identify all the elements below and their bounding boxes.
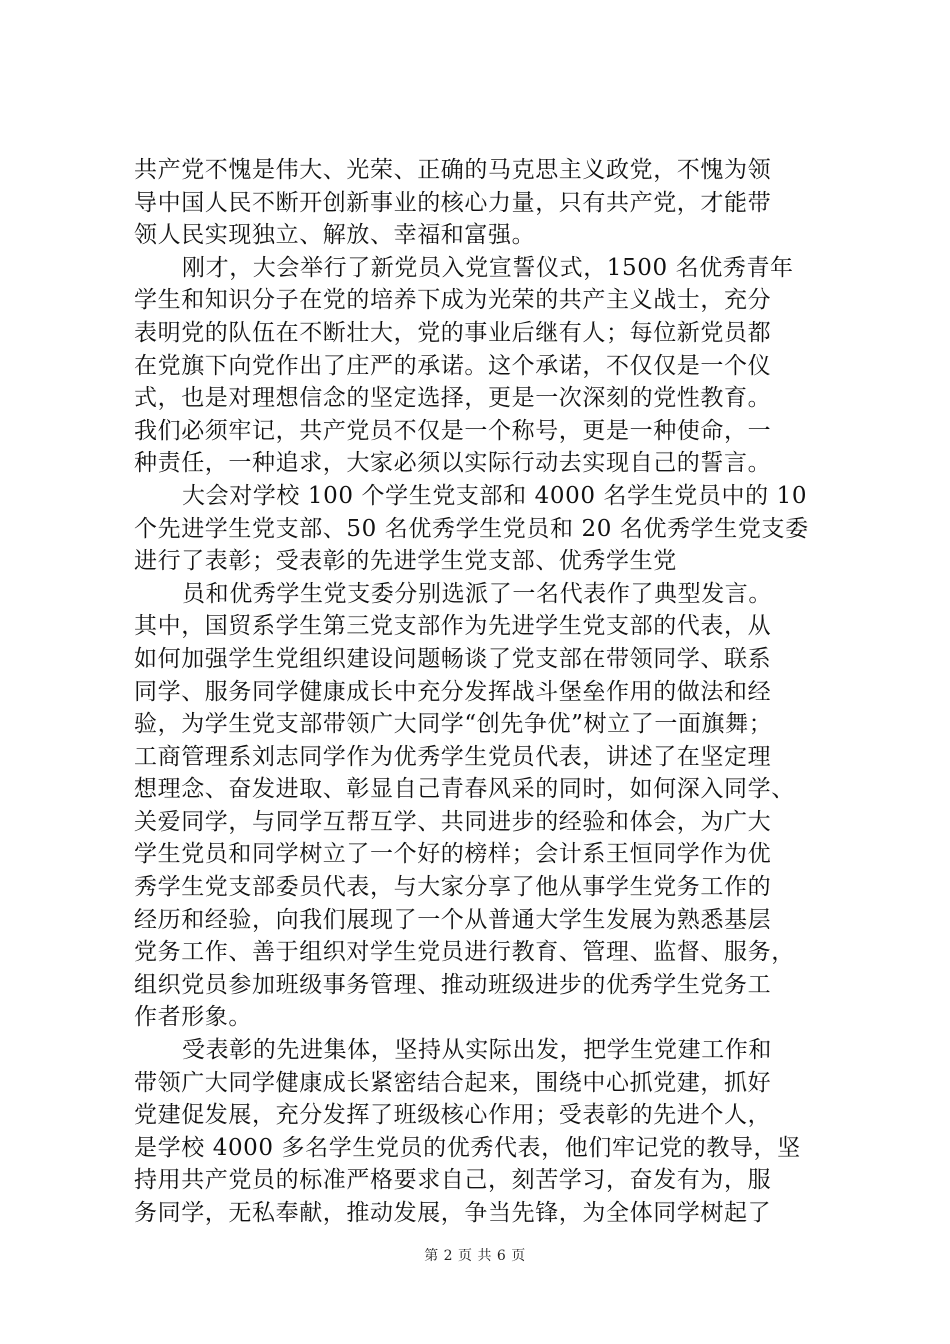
text-line-24: 经历和经验，向我们展现了一个从普通大学生发展为熟悉基层	[134, 906, 772, 933]
text-line-9: 我们必须牢记，共产党员不仅是一个称号，更是一种使命，一	[134, 417, 772, 444]
text-line-33: 务同学，无私奉献，推动发展，争当先锋，为全体同学树起了	[134, 1200, 772, 1226]
text-line-20: 想理念、奋发进取、彰显自己青春风采的同时，如何深入同学、	[134, 776, 795, 803]
text-line-17: 同学、服务同学健康成长中充分发挥战斗堡垒作用的做法和经	[134, 678, 772, 705]
text-line-27: 作者形象。	[134, 1004, 252, 1031]
text-line-2: 导中国人民不断开创新事业的核心力量，只有共产党，才能带	[134, 189, 772, 216]
text-line-5: 学生和知识分子在党的培养下成为光荣的共产主义战士，充分	[134, 287, 772, 314]
text-line-8: 式，也是对理想信念的坚定选择，更是一次深刻的党性教育。	[134, 385, 772, 412]
text-line-28: 受表彰的先进集体，坚持从实际出发，把学生党建工作和	[182, 1037, 772, 1064]
text-line-29: 带领广大同学健康成长紧密结合起来，围绕中心抓党建，抓好	[134, 1069, 772, 1096]
text-line-23: 秀学生党支部委员代表，与大家分享了他从事学生党务工作的	[134, 874, 772, 901]
text-line-10: 种责任，一种追求，大家必须以实际行动去实现自己的誓言。	[134, 450, 772, 477]
text-line-31: 是学校 4000 多名学生党员的优秀代表，他们牢记党的教导，坚	[134, 1134, 801, 1161]
text-line-26: 组织党员参加班级事务管理、推动班级进步的优秀学生党务工	[134, 971, 772, 998]
text-line-6: 表明党的队伍在不断壮大，党的事业后继有人；每位新党员都	[134, 319, 772, 346]
text-line-11: 大会对学校 100 个学生党支部和 4000 名学生党员中的 10	[182, 482, 808, 509]
text-line-25: 党务工作、善于组织对学生党员进行教育、管理、监督、服务，	[134, 939, 795, 966]
text-line-30: 党建促发展，充分发挥了班级核心作用；受表彰的先进个人，	[134, 1102, 772, 1129]
text-line-18: 验，为学生党支部带领广大同学“创先争优”树立了一面旗舞；	[134, 711, 773, 738]
text-line-19: 工商管理系刘志同学作为优秀学生党员代表，讲述了在坚定理	[134, 743, 772, 770]
text-line-21: 关爱同学，与同学互帮互学、共同进步的经验和体会，为广大	[134, 808, 772, 835]
text-line-14: 员和优秀学生党支委分别选派了一名代表作了典型发言。	[182, 580, 772, 607]
text-line-12: 个先进学生党支部、50 名优秀学生党员和 20 名优秀学生党支委	[134, 515, 809, 542]
page-number-footer: 第 2 页 共 6 页	[424, 1248, 526, 1264]
text-line-15: 其中，国贸系学生第三党支部作为先进学生党支部的代表，从	[134, 613, 772, 640]
text-line-13: 进行了表彰；受表彰的先进学生党支部、优秀学生党	[134, 548, 677, 575]
text-line-22: 学生党员和同学树立了一个好的榜样；会计系王恒同学作为优	[134, 841, 772, 868]
document-body	[134, 154, 834, 1230]
text-line-3: 领人民实现独立、解放、幸福和富强。	[134, 222, 536, 249]
text-line-7: 在党旗下向党作出了庄严的承诺。这个承诺，不仅仅是一个仪	[134, 352, 772, 379]
text-line-32: 持用共产党员的标准严格要求自己，刻苦学习，奋发有为，服	[134, 1167, 772, 1194]
text-line-16: 如何加强学生党组织建设问题畅谈了党支部在带领同学、联系	[134, 645, 772, 672]
text-line-4: 刚才，大会举行了新党员入党宣誓仪式，1500 名优秀青年	[182, 254, 794, 281]
text-line-1: 共产党不愧是伟大、光荣、正确的马克思主义政党，不愧为领	[134, 157, 772, 183]
